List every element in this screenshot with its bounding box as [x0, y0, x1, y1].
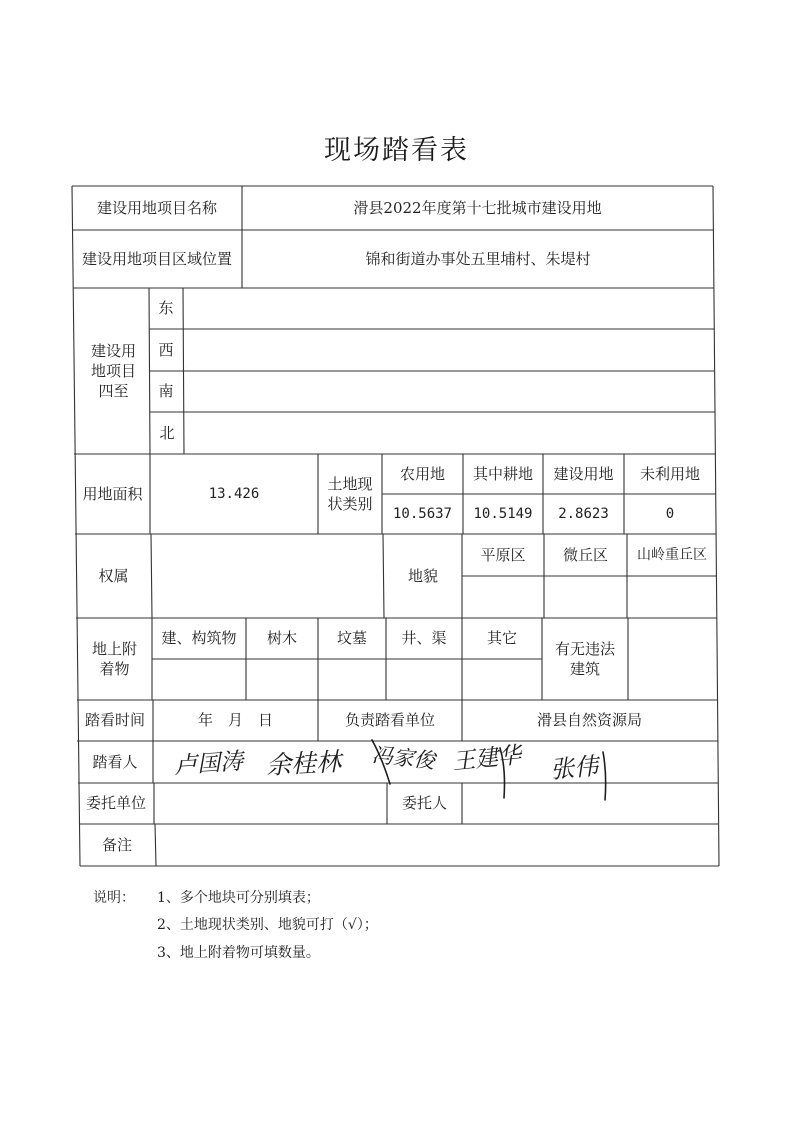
notes-label: 说明： — [93, 890, 135, 906]
surveyors-label: 踏看人 — [92, 752, 138, 771]
cultivated-label: 其中耕地 — [472, 464, 533, 483]
surveyor-signature-4: 王建华 — [451, 742, 523, 776]
attachment-wells-label: 井、渠 — [401, 629, 447, 648]
surveyor-signature-5: 张伟 — [549, 751, 600, 785]
surveyor-signature-2: 余桂林 — [265, 747, 342, 780]
cultivated-value: 10.5149 — [473, 505, 533, 522]
note-item-1: 1、多个地块可分别填表； — [157, 890, 320, 906]
client-person-label: 委托人 — [401, 794, 447, 813]
page-title: 现场踏看表 — [324, 135, 469, 166]
terrain-mountain-label: 山岭重丘区 — [637, 546, 707, 563]
location-value: 锦和街道办事处五里埔村、朱堤村 — [365, 249, 591, 268]
attachment-graves-label: 坟墓 — [336, 629, 367, 648]
terrain-hills-label: 微丘区 — [562, 545, 608, 564]
terrain-plain-label: 平原区 — [480, 545, 526, 564]
unused-label: 未利用地 — [639, 464, 700, 483]
boundary-south-label: 南 — [158, 382, 174, 401]
terrain-label: 地貌 — [407, 566, 438, 585]
surveyor-signature-3: 冯家俊 — [370, 742, 436, 774]
area-value: 13.426 — [208, 485, 260, 502]
attachments-label: 地上附着物 — [91, 639, 137, 678]
boundary-label: 建设用地项目四至 — [90, 341, 136, 401]
attachment-others-label: 其它 — [486, 629, 517, 648]
ownership-label: 权属 — [98, 566, 129, 585]
survey-time-label: 踏看时间 — [84, 711, 145, 730]
construction-label: 建设用地 — [553, 464, 614, 483]
boundary-west-label: 西 — [158, 340, 174, 359]
area-label: 用地面积 — [82, 484, 143, 503]
survey-time-value: 年 月 日 — [197, 711, 273, 730]
farmland-label: 农用地 — [399, 464, 445, 483]
surveyor-signature-1: 卢国涛 — [173, 748, 244, 780]
boundary-east-label: 东 — [158, 299, 174, 318]
location-label: 建设用地项目区域位置 — [81, 249, 232, 268]
note-item-3: 3、地上附着物可填数量。 — [157, 945, 320, 961]
unused-value: 0 — [665, 505, 675, 522]
boundary-north-label: 北 — [159, 423, 175, 442]
client-unit-label: 委托单位 — [85, 794, 146, 813]
survey-unit-label: 负责踏看单位 — [344, 711, 435, 730]
remarks-label: 备注 — [101, 835, 132, 854]
project-name-label: 建设用地项目名称 — [96, 198, 217, 217]
farmland-value: 10.5637 — [392, 505, 452, 522]
land-type-label: 土地现状类别 — [327, 474, 373, 513]
construction-value: 2.8623 — [558, 505, 609, 522]
note-item-2: 2、土地现状类别、地貌可打（√）； — [157, 917, 378, 933]
survey-unit-value: 滑县自然资源局 — [536, 711, 642, 730]
attachment-trees-label: 树木 — [266, 629, 297, 648]
project-name-value: 滑县2022年度第十七批城市建设用地 — [353, 198, 602, 217]
attachment-buildings-label: 建、构筑物 — [161, 629, 237, 648]
illegal-building-label: 有无违法建筑 — [554, 639, 615, 678]
